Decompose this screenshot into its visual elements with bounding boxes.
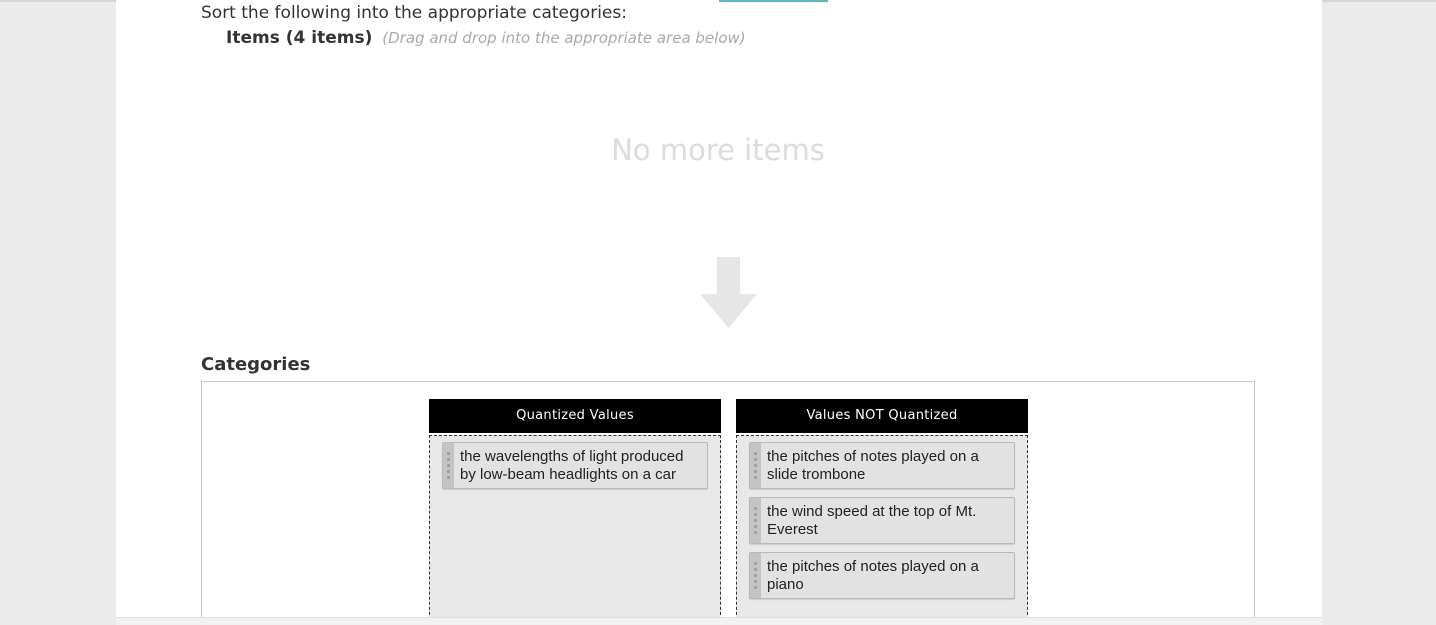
active-tab-indicator [719, 0, 828, 2]
drag-handle-icon[interactable] [750, 443, 761, 488]
item-text: the wavelengths of light produced by low-beam headlights on a car [460, 448, 684, 483]
drop-zone[interactable] [429, 435, 721, 625]
drag-handle-icon[interactable] [750, 498, 761, 543]
drag-handle-icon[interactable] [443, 443, 454, 488]
draggable-item[interactable] [749, 442, 1015, 489]
items-hint: (Drag and drop into the appropriate area below) [382, 29, 746, 47]
drag-handle-icon[interactable] [750, 553, 761, 598]
draggable-item[interactable] [442, 442, 708, 489]
categories-heading: Categories [201, 354, 311, 375]
category-header: Quantized Values [429, 399, 721, 433]
category-quantized [429, 399, 721, 625]
items-heading-label: Items (4 items) [226, 28, 373, 48]
items-heading [226, 28, 746, 48]
item-text: the pitches of notes played on a piano [767, 558, 979, 593]
categories-container [201, 381, 1255, 622]
empty-items-message: No more items [611, 133, 825, 167]
item-text: the wind speed at the top of Mt. Everest [767, 503, 977, 538]
drop-zone[interactable] [736, 435, 1028, 625]
down-arrow-icon [700, 257, 757, 329]
item-text: the pitches of notes played on a slide trombone [767, 448, 979, 483]
draggable-item[interactable] [749, 552, 1015, 599]
category-not-quantized [736, 399, 1028, 625]
category-header: Values NOT Quantized [736, 399, 1028, 433]
question-instructions: Sort the following into the appropriate categories: [201, 3, 627, 23]
draggable-item[interactable] [749, 497, 1015, 544]
